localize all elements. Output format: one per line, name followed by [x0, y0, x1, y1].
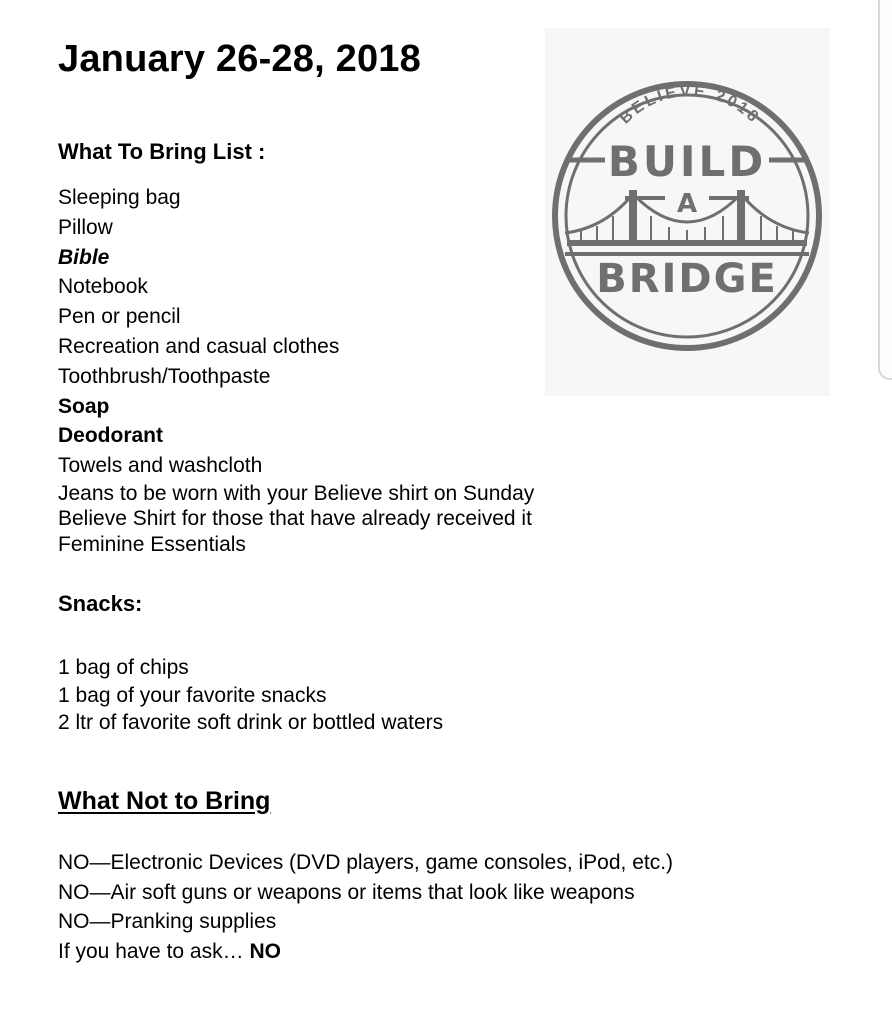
snacks-list [58, 654, 443, 737]
list-item: NO—Air soft guns or weapons or items that look like weapons [58, 880, 635, 904]
list-item-ask [58, 937, 673, 967]
logo-word-build: BUILD [607, 137, 767, 186]
list-item: Feminine Essentials [58, 532, 246, 556]
list-item: Toothbrush/Toothpaste [58, 364, 271, 388]
list-item: Soap [58, 394, 110, 418]
logo-word-bridge: BRIDGE [596, 256, 778, 302]
what-not-to-bring-heading: What Not to Bring [58, 787, 271, 815]
bridge-logo-graphic [545, 28, 830, 396]
list-item: 2 ltr of favorite soft drink or bottled waters [58, 711, 444, 734]
list-item: Sleeping bag [58, 186, 181, 209]
list-item: Believe Shirt for those that have already received it [58, 507, 532, 531]
list-item: Recreation and casual clothes [58, 334, 340, 358]
snacks-heading: Snacks: [58, 591, 143, 616]
list-item: NO—Electronic Devices (DVD players, game consoles, iPod, etc.) [58, 851, 674, 874]
list-item: Jeans to be worn with your Believe shirt on Sunday [58, 481, 535, 505]
list-item: Deodorant [58, 424, 163, 448]
what-not-to-bring-list [58, 848, 673, 966]
ask-emphasis: NO [249, 939, 281, 963]
list-item: Pillow [58, 215, 113, 239]
list-item: NO—Pranking supplies [58, 910, 277, 933]
list-item: Notebook [58, 275, 148, 299]
list-item: Towels and washcloth [58, 454, 263, 478]
ask-prefix: If you have to ask… [58, 939, 250, 963]
list-item: Bible [58, 245, 110, 269]
page-title: January 26-28, 2018 [58, 38, 421, 80]
list-item: 1 bag of your favorite snacks [58, 683, 327, 707]
logo-arc-text: BELIEVE 2018 [616, 82, 764, 128]
list-item: 1 bag of chips [58, 656, 189, 679]
logo-word-a: A [676, 189, 698, 219]
what-to-bring-heading: What To Bring List : [58, 139, 266, 164]
what-to-bring-list [58, 183, 534, 557]
scroll-edge[interactable] [878, 0, 892, 380]
build-a-bridge-logo [545, 28, 830, 396]
list-item: Pen or pencil [58, 305, 181, 329]
